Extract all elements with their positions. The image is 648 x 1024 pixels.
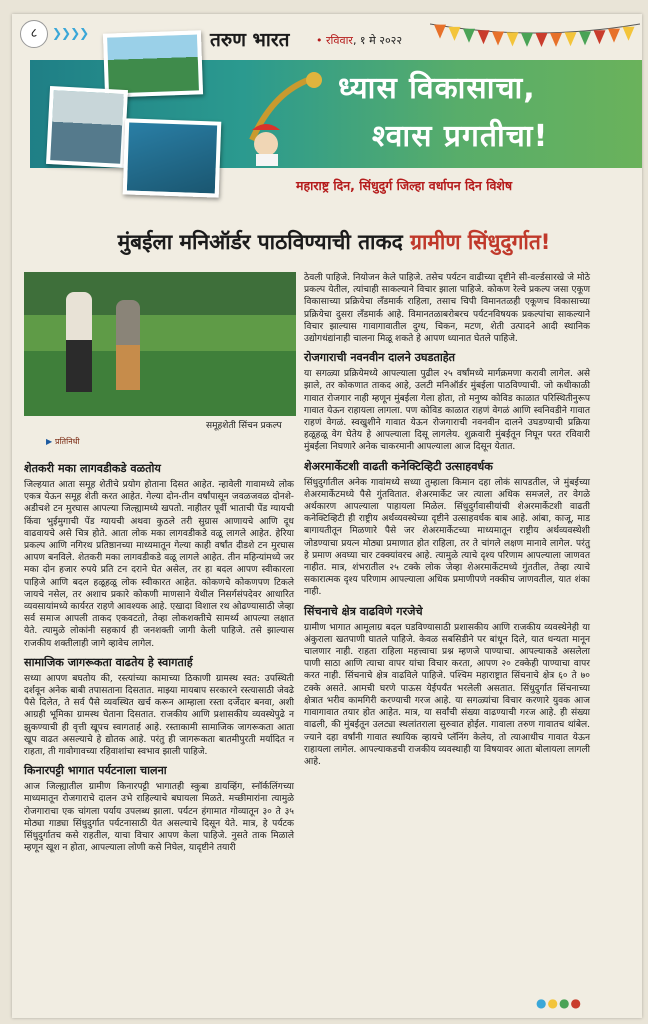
photo-caption: समूहशेती सिंचन प्रकल्प <box>206 421 282 431</box>
section-heading: रोजगाराची नवनवीन दालने उघडताहेत <box>304 351 456 365</box>
banner-title-line1: ध्यास विकासाचा, <box>338 71 536 106</box>
bunting-flag <box>623 27 635 41</box>
bunting-flag <box>434 25 446 39</box>
article-photo-farming <box>24 272 296 416</box>
person-figure <box>116 300 140 390</box>
article-column-2 <box>304 272 590 768</box>
section-heading: शेअरमार्केटशी वाढती कनेक्टिव्हिटी उत्साहवर्धक <box>304 459 493 473</box>
page-number: ८ <box>20 20 48 48</box>
bunting-flag <box>463 29 475 43</box>
bunting-flag <box>565 32 577 46</box>
masthead: तरुण भारत <box>210 29 290 51</box>
bunting-flag <box>521 33 533 47</box>
section-body: सध्या आपण बघतोय की, रस्त्यांच्या कामाच्या ठिकाणी ग्रामस्थ स्वत: उपस्थिती दर्शवून अनेक बाबी तपासताना दिसतात. माझ्या मायबाप सरकारने रस्त्यासाठी जेवढे पैसे दिलेत, ते सर्व पैसे व्यवस्थित खर्च करून आम्हाला रस्ता दर्जेदार बनवा, अशी आग्रही भूमिका ग्रामस्थ घेताना दिसतात. राजकीय आणि प्रशासकीय व्यवस्थेपुढे न झुकण्याची ही वृत्ती खूपच स्वागतार्ह आहे. रस्ताकामी सामाजिक जागरूकता आता खूप वाढत असल्याचे हे द्योतक आहे. परंतु ही जागरूकता बातमीपुरती मर्यादित न राहता, ती गावोगावच्या रहिवाशांचा स्वभाव झाली पाहिजे. <box>24 673 294 758</box>
section-body: ठेवली पाहिजे. नियोजन केले पाहिजे. तसेच पर्यटन वाढीच्या दृष्टीने सी-वर्ल्डसारखे जे मोठे प्रकल्प येतील, त्यांचाही साकल्याने विचार झाला पाहिजे. कोकण रेल्वे प्रकल्प जसा एकूण विकासाच्या प्रक्रियेचा लँडमार्क राहिला, तसाच चिपी विमानतळही एकूणच विकासाच्या प्रक्रियेचा दुसरा लँडमार्क आहे. विमानतळाबरोबरच पर्यटनविषयक प्रकल्पांचा साकल्याने विचार झाल्यास गावागावातील दुग्ध, चिकन, मटण, शेती उत्पादने आदी स्थानिक उद्योगधंद्यांनाही चालना मिळू शकते हे आपण ध्यानात घेतले पाहिजे. <box>304 273 590 345</box>
section-heading: सिंचनाचे क्षेत्र वाढविणे गरजेचे <box>304 604 423 618</box>
section-body: जिल्हयात आता समूह शेतीचे प्रयोग होताना दिसत आहेत. न्हावेली गावामध्ये लोक एकत्र येऊन समूह शेती करत आहेत. गेल्या दोन-तीन वर्षांपासून जवळजवळ दोनशे-अडीचशे टन मुरघास आपल्या जिल्ह्यामध्ये खपतो. नाहीतर पूर्वी भाताची पेंड ग्यायची किंवा भुईमुगाची पेंड ग्यायची अथवा कुठले तरी सुग्रास आणायचे आणि दूध वाढवायचे असे चित्र होते. आता लोक मका लागवडीकडे वळू लागले आहेत. हेरिया प्रकल्प आणि नगिरथ प्रतिष्ठानच्या माध्यमातून गेल्या काही वर्षांत दीडशे टन मुरघास आपण बनविले. शेतकरी मका लागवडीकडे वळू लागले आहेत. तीन महिन्यांमध्ये जर मका दोन हजार रुपये प्रति टन दराने घेत असेल, तर हा बदल आपण स्वीकारला पाहिजे आणि बदल हळूहळू लोक स्वीकारत आहेत. कोकणचे कोकणपण टिकले जायचे नसेल, तर अशाच प्रकारे कोकणी माणसाने येथील निसर्गसंपदेवर आधारित व्यवसायांमध्ये कार्यरत राहणे आवश्यक आहे. एखादा विशाल रथ ओढण्यासाठी जेव्हा सर्व समाज आपली ताकद एकवटतो, तेव्हा लोकशक्तीचे सामर्थ्य आपल्या लक्षात येते. त्यामुळे लोकांनी सहकार्य ही जनशक्ती जागी केली पाहिजे. तसे झाल्यास राजकीय शक्तीलाही जागे व्हावेच लागेल. <box>24 480 294 649</box>
banner-photo-scuba <box>123 118 222 197</box>
person-figure <box>66 292 92 392</box>
banner-photo-fishing <box>46 86 128 168</box>
bunting-flag <box>608 29 620 43</box>
bunting-flag <box>536 33 548 47</box>
bunting-flag <box>507 32 519 46</box>
section-heading: शेतकरी मका लागवडीकडे वळतोय <box>24 462 161 475</box>
banner-title-line2: श्वास प्रगतीचा! <box>372 119 549 154</box>
section-body: या सगळ्या प्रक्रियेमध्ये आपल्याला पुढील २५ वर्षांमध्ये मार्गक्रमणा करावी लागेल. असे झाले, तर कोकणात ताकद आहे, उलटी मनिऑर्डर मुंबईला पाठविण्याची. जो कधीकाळी गावात रोजगार नाही म्हणून मुंबईला गेला होता, तो मनुष्य कोविड काळात परिस्थितीनुरूप गावात येऊन राहायला लागला. पण कोविड काळात राहणं वेगळं आणि स्वनिवडीने गावात राहणं वेगळं. स्वखुशीने गावात येऊन रोजगाराची नवनवीन दालने उघडण्याची प्रक्रिया हळूहळू वेग घेतेय हे आपल्याला दिसू लागलेय. शुक्रवारी मुंबईतून निघून परत रविवारी मुंबईला निघणारे अनेक चाकरमानी आपल्याला आज दिसून येतात. <box>304 369 590 453</box>
section-body: सिंधुदुर्गातील अनेक गावांमध्ये सध्या तुम्हाला किमान दहा लोकं सापडतील, जे मुंबईच्या शेअरमार्केटमध्ये पैसे गुंतवितात. शेअरमार्केट जर त्याला अधिक समजले, तर वेगळे अर्थकारण आपल्याला पाहायला मिळेल. सिंधुदुर्गवासीयांची शेअरमार्केटशी वाढती कनेक्टिव्हिटी ही राष्ट्रीय अर्थव्यवस्थेच्या दृष्टीने उत्साहवर्धक बाब आहे. आंबा, काजू, माड बागायतीतून मिळणारे पैसे जर शेअरमार्केटच्या माध्यमातून राष्ट्रीय अर्थव्यवस्थेशी जोडण्याचा प्रयत्न मोठ्या प्रमाणात होत राहिला, तर ते चांगले लक्षण मानावे लागेल. परंतु हे प्रमाण अवघ्या चार टक्क्यांवरच आहे. त्यामुळे त्याचे दृश्य परिणाम आपल्याला जाणवत नाहीत. मात्र, शंभरातील २५ टक्के लोक जेव्हा शेअरमार्केटमध्ये गुंततील, तेव्हा त्याचे सकारात्मक दृश्य परिणाम आपल्याला अधिक प्रमाणीपणे नक्कीच जाणवतील, यात शंका नाही. <box>304 477 590 598</box>
bunting-flag <box>579 31 591 45</box>
headline-highlight: ग्रामीण सिंधुदुर्गात! <box>410 230 551 254</box>
section-body: ग्रामीण भागात आमूलाग्र बदल घडविण्यासाठी प्रशासकीय आणि राजकीय व्यवस्थेनेही या अंकुराला खतपाणी घातले पाहिजे. केवळ सबसिडीने पर बांधून दिले, यात धन्यता मानून चालणार नाही. राहता राहिला महत्त्वाचा प्रश्न म्हणजे पाण्याचा. आपल्याकडे असलेला पाणी साठा आणि त्याचा वापर यांचा विचार करता, आपण २० टक्केही पाण्याचा वापर करत नाही. सिंचनाचे क्षेत्र वाढविले पाहिजे. पश्चिम महाराष्ट्रात सिंचनाचे क्षेत्र ६० ते ७० टक्के असते. आमची घरणे पाऊस येईपर्यंत भरलेली असतात. सिंधुदुर्गात सिंचनाच्या क्षेत्रात भरीव कामगिरी करण्याची गरज आहे. या सगळ्यांचा विचार करणारे युवक आज गावागावात तयार होत आहेत. मात्र, या सर्वांची संख्या वाढण्याची गरज आहे. ही संख्या वाढली, की मुंबईतून उलट्या स्थलांतराला सुरुवात होईल. गावाला तरुण गावातच थांबेल. ज्याने दहा वर्षांनी गावात स्थायिक व्हायचे प्लॅनिंग केलेय, तो त्याआधीच गावात येऊन राहायला लागेल. आपल्याकडची राजकीय व्यवस्थाही या विषयावर आता बोलायला लागली आहे. <box>304 622 590 767</box>
bunting-flag <box>594 30 606 44</box>
dateline <box>316 33 402 48</box>
chevron-decoration-icon: ❯❯❯❯ <box>52 26 89 40</box>
bunting-decoration <box>430 20 640 60</box>
dateline-date: , १ मे २०२२ <box>352 34 403 47</box>
byline-text: प्रतिनिधी <box>54 437 80 446</box>
dateline-prefix: • <box>316 34 326 47</box>
dateline-day: रविवार <box>326 34 353 47</box>
tutari-horn-illustration <box>244 70 322 166</box>
bunting-flag <box>492 31 504 45</box>
byline <box>46 436 80 447</box>
section-heading: सामाजिक जागरूकता वाढतेय हे स्वागतार्ह <box>24 655 193 669</box>
section-body: आज जिल्ह्यातील ग्रामीण किनारपट्टी भागातही स्कुबा डायव्हिंग, स्नॉर्कलिंगच्या माध्यमातून रोजगाराचे दालन उभे राहिल्याचे बघायला मिळते. मच्छीमारांना त्यामुळे रोजगाराचा एक चांगला पर्याय उपलब्ध झाला. पर्यटन हंगामात गोव्यातून ३० ते ३५ मोठ्या गाड्या सिंधुदुर्गात पर्यटनासाठी येत असल्याचे दिसून येते. मात्र, हे पर्यटक सिंधुदुर्गातच कसे राहतील, याचा विचार आपण केला पाहिजे. नुसते ताक मिळाले म्हणून खूश न होता, आपल्याला लोणी कसे निघेल, यादृष्टीने तयारी <box>24 782 294 854</box>
article-headline <box>24 228 644 256</box>
section-heading: किनारपट्टी भागात पर्यटनाला चालना <box>24 764 167 778</box>
bunting-flag <box>550 33 562 47</box>
bunting-flag <box>449 27 461 41</box>
byline-marker: ▶ <box>46 437 55 446</box>
end-dots-decoration: ●●●● <box>536 996 582 1010</box>
banner-subtitle: महाराष्ट्र दिन, सिंधुदुर्ग जिल्हा वर्धापन दिन विशेष <box>296 178 513 193</box>
banner-photo-river <box>103 30 203 97</box>
bunting-flag <box>478 30 490 44</box>
article-column-1 <box>24 456 294 854</box>
headline-main: मुंबईला मनिऑर्डर पाठविण्याची ताकद <box>117 230 411 254</box>
